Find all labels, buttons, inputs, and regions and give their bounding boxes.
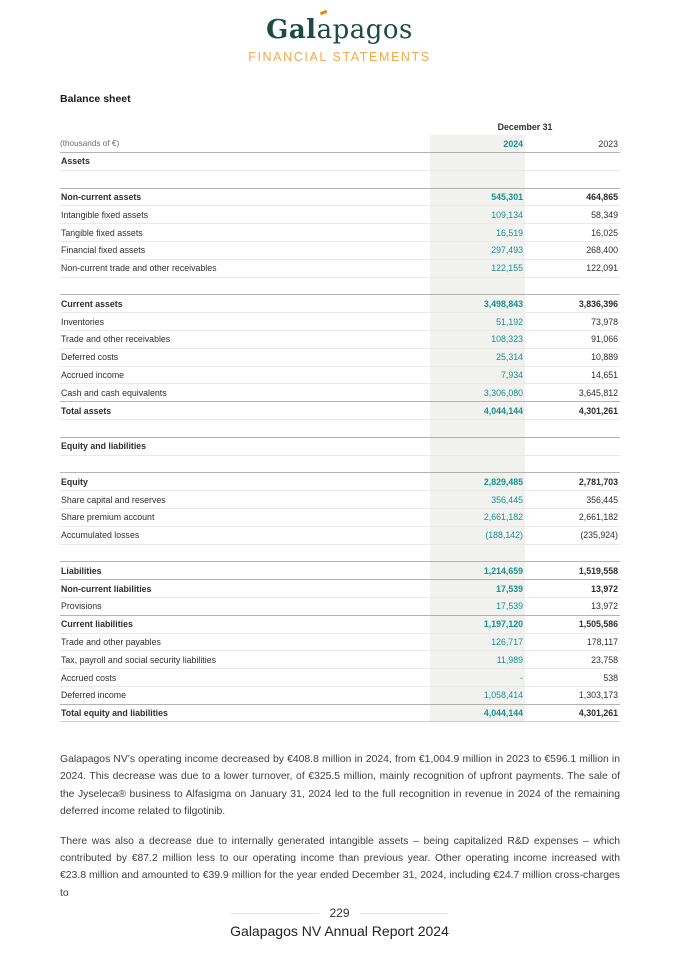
table-row [60,490,620,508]
value-2024: 108,323 [430,331,525,348]
section-subtitle: FINANCIAL STATEMENTS [248,49,431,64]
balance-sheet-rows [60,152,620,722]
value-2023: 4,301,261 [578,707,618,718]
table-row [60,294,620,312]
value-2023 [525,420,620,437]
value-2023: 464,865 [586,191,618,202]
value-2023: 1,505,586 [578,619,618,630]
row-label: Inventories [61,316,105,327]
table-spacer-row [60,544,620,562]
table-row [60,259,620,277]
row-label [60,420,430,437]
brand-wordmark [0,16,679,45]
value-2023: 14,651 [591,369,618,380]
row-label: Trade and other payables [61,636,161,647]
table-row [60,597,620,615]
table-spacer-row [60,419,620,437]
page-footer [0,906,679,939]
table-row [60,188,620,206]
column-header-2023: 2023 [598,138,618,149]
date-header: December 31 [497,122,553,132]
units-label: (thousands of €) [60,139,120,148]
footer-divider-left [231,913,319,914]
table-spacer-row [60,170,620,188]
value-2023: 13,972 [591,601,618,612]
value-2023: 3,836,396 [578,298,618,309]
value-2024: 356,445 [430,491,525,508]
value-2023: 73,978 [591,316,618,327]
value-2024 [430,153,525,170]
row-label: Accrued costs [61,672,117,683]
value-2023: 10,889 [591,352,618,363]
paragraph-operating-income: Galapagos NV's operating income decreased by €408.8 million in 2024, from €1,004.9 million in 2023 to €596.1 million in 2024. This decrease was due to a lower turnover, of €325.5 million, mainly recognition of upfront payments. The sale of the Jyseleca® business to Alfasigma on January 31, 2024 led to the full recognition in revenue in 2024 of the remaining deferred income related to filgotinib. [60,754,620,818]
value-2024: 3,306,080 [430,384,525,401]
value-2024: 122,155 [430,260,525,277]
row-label: Total equity and liabilities [61,707,168,718]
row-label: Share premium account [61,512,155,523]
brand-part-light: pagos [332,15,413,45]
table-row [60,348,620,366]
value-2024: (188,142) [430,527,525,544]
value-2023: 268,400 [586,245,618,256]
table-row [60,437,620,455]
value-2023 [525,278,620,295]
row-label: Equity [61,476,88,487]
table-column-header-row [60,135,620,152]
value-2024: 25,314 [430,349,525,366]
paragraph-intangible-assets: There was also a decrease due to internally generated intangible assets – being capitalized R&D expenses – which contributed by €87.2 million less to our operating income than previous year. Other operating income increased with €23.8 million and amounted to €39.9 million for the year ended December 31, 2024, including €24.7 million cross-charges to [60,835,620,899]
table-row [60,668,620,686]
row-label: Deferred costs [61,352,119,363]
table-row [60,366,620,384]
value-2024 [430,420,525,437]
row-label: Non-current liabilities [61,583,152,594]
value-2024: 17,539 [430,598,525,615]
value-2024 [430,438,525,455]
report-title: Galapagos NV Annual Report 2024 [230,923,449,939]
value-2023: 2,661,182 [578,512,618,523]
value-2024: 109,134 [430,206,525,223]
row-label: Tax, payroll and social security liabilities [61,654,216,665]
value-2023: 23,758 [591,654,618,665]
column-header-2024: 2024 [430,135,525,152]
row-label: Non-current assets [61,191,142,202]
row-label: Current liabilities [61,619,133,630]
value-2023: 356,445 [586,494,618,505]
value-2024: 7,934 [430,367,525,384]
value-2024: 17,539 [430,580,525,597]
row-label: Trade and other receivables [61,334,171,345]
table-row [60,704,620,722]
table-row [60,312,620,330]
table-row [60,579,620,597]
value-2023 [525,171,620,188]
value-2024: 4,044,144 [430,705,525,721]
value-2024: 545,301 [430,189,525,206]
row-label: Deferred income [61,690,127,701]
table-row [60,686,620,704]
value-2024 [430,278,525,295]
table-row [60,472,620,490]
row-label: Assets [61,156,90,167]
table-row [60,330,620,348]
row-label: Share capital and reserves [61,494,166,505]
brand-part-bold: Gal [266,15,317,45]
value-2024: 2,661,182 [430,509,525,526]
value-2023: (235,924) [580,530,618,541]
table-row [60,205,620,223]
value-2024: - [430,669,525,686]
page-number: 229 [329,906,350,920]
page-title: Balance sheet [60,93,131,105]
table-row [60,241,620,259]
value-2023: 91,066 [591,334,618,345]
value-2024: 4,044,144 [430,402,525,419]
value-2023: 2,781,703 [578,476,618,487]
table-spacer-row [60,277,620,295]
value-2023: 58,349 [591,209,618,220]
table-row [60,633,620,651]
row-label: Current assets [61,298,123,309]
value-2024: 1,197,120 [430,616,525,633]
row-label: Accumulated losses [61,530,140,541]
value-2024 [430,171,525,188]
balance-sheet-table [60,119,620,722]
page-number-row [0,906,679,920]
value-2023: 3,645,812 [578,387,618,398]
value-2023 [525,153,620,170]
table-row [60,152,620,170]
value-2023: 1,519,558 [578,565,618,576]
row-label: Intangible fixed assets [61,209,149,220]
row-label: Accrued income [61,369,125,380]
value-2023: 122,091 [586,263,618,274]
table-row [60,526,620,544]
value-2023: 4,301,261 [578,405,618,416]
table-row [60,650,620,668]
value-2024: 16,519 [430,224,525,241]
row-label: Financial fixed assets [61,245,146,256]
value-2024: 297,493 [430,242,525,259]
value-2023 [525,456,620,473]
brand-accented-letter: a [317,16,333,45]
row-label: Total assets [61,405,112,416]
value-2023: 1,303,173 [578,690,618,701]
value-2024: 126,717 [430,634,525,651]
row-label [60,278,430,295]
row-label [60,171,430,188]
company-logo [0,16,679,64]
row-label: Equity and liabilities [61,441,147,452]
value-2024: 1,058,414 [430,687,525,704]
value-2023: 16,025 [591,227,618,238]
value-2023 [525,438,620,455]
value-2024 [430,545,525,562]
table-spacer-row [60,455,620,473]
value-2023: 178,117 [586,636,618,647]
value-2023: 13,972 [591,583,618,594]
row-label: Provisions [61,601,102,612]
table-date-header-row [60,119,620,135]
table-row [60,223,620,241]
table-row [60,401,620,419]
row-label: Tangible fixed assets [61,227,143,238]
table-row [60,615,620,633]
value-2023 [525,545,620,562]
table-row [60,561,620,579]
value-2023: 538 [603,672,618,683]
value-2024: 3,498,843 [430,295,525,312]
row-label [60,545,430,562]
value-2024: 51,192 [430,313,525,330]
row-label: Liabilities [61,565,102,576]
row-label: Cash and cash equivalents [61,387,167,398]
value-2024 [430,456,525,473]
value-2024: 1,214,659 [430,562,525,579]
table-row [60,383,620,401]
table-row [60,508,620,526]
commentary-text [60,751,620,902]
row-label: Non-current trade and other receivables [61,263,217,274]
footer-divider-right [360,913,448,914]
row-label [60,456,430,473]
value-2024: 2,829,485 [430,473,525,490]
value-2024: 11,989 [430,651,525,668]
